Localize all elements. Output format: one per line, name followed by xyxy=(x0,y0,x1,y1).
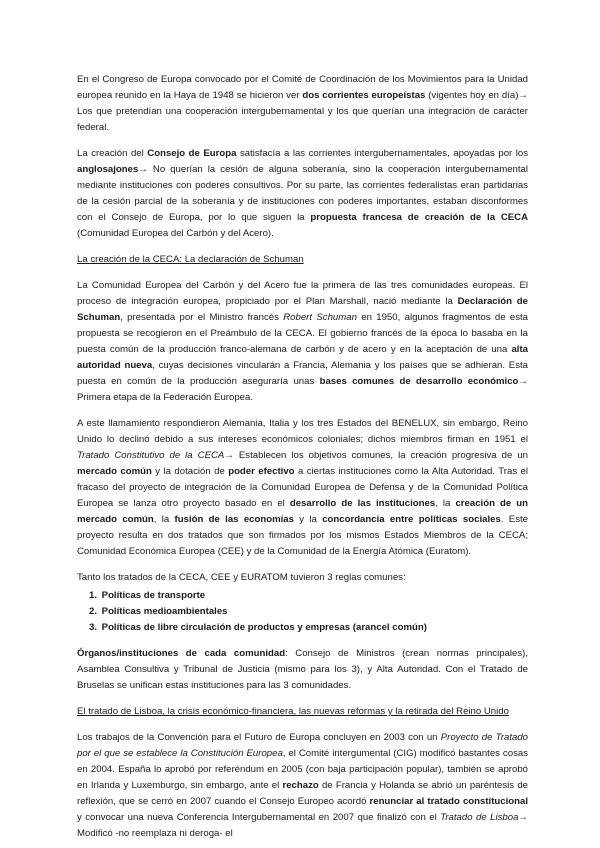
text-run: , la xyxy=(435,498,456,509)
emphasis-consejo-europa: Consejo de Europa xyxy=(147,148,237,159)
list-number: 2. xyxy=(89,606,98,617)
emphasis-desarrollo-instituciones: desarrollo de las instituciones xyxy=(289,498,436,509)
text-run: , la xyxy=(153,514,175,525)
emphasis-bases-comunes: bases comunes de desarrollo económico xyxy=(319,376,519,387)
emphasis-creacion-mercado: creación de un mercado común xyxy=(77,498,528,525)
text-run: En el Congreso de Europa convocado por el Comité de Coordinación de los Movimientos para la Unidad europea reunido en la Haya de 1948 se hicieron ver xyxy=(77,74,528,101)
text-run: y la xyxy=(293,514,323,525)
paragraph-ceca xyxy=(77,278,528,406)
text-run: , el Comité intergumental (CIG) modificó bastantes cosas en 2004. España lo aprobó por referéndum en 2005 (con baja participación popular), también se aprobó en Irlanda y Luxemburgo, sin embargo, ante el xyxy=(77,748,528,791)
italic-tratado-lisboa: Tratado de Lisboa xyxy=(440,812,519,823)
section-heading-schuman: La creación de la CECA: La declaración de Schuman xyxy=(77,254,304,265)
text-run: en 1950, algunos fragmentos de esta propuesta se recogieron en el Preámbulo de la CECA. El gobierno francés de la época lo basaba en la puesta común de la producción franco-alemana de carbón y de acero y en la aceptación de una xyxy=(77,312,529,355)
text-run: La creación del xyxy=(77,148,148,159)
text-run: (vigentes hoy en día)→ Los que pretendían una cooperación intergubernamental y los que querían una integración de carácter federal. xyxy=(77,90,528,133)
text-run: y convocar una nueva Conferencia Intergubernamental en 2007 que finalizó con el xyxy=(77,812,441,823)
emphasis-alta-autoridad: alta autoridad nueva xyxy=(77,344,528,371)
emphasis-declaracion-schuman: Declaración de Schuman xyxy=(77,296,528,323)
emphasis-organos: Órganos/instituciones de cada comunidad xyxy=(77,648,286,659)
list-text: Políticas de transporte xyxy=(101,590,206,601)
text-run: (Comunidad Europea del Carbón y del Acero). xyxy=(77,228,274,239)
text-run: , cuyas decisiones vincularán a Francia, Alemania y los países que se adhieran. Esta puesta en común de la producción aseguraría unas xyxy=(77,360,528,387)
italic-robert-schuman: Robert Schuman xyxy=(283,312,357,323)
text-run: La Comunidad Europea del Carbón y del Acero fue la primera de las tres comunidades europeas. El proceso de integración europea, propiciado por el Plan Marshall, nació mediante la xyxy=(77,280,528,307)
text-run: , presentada por el Ministro francés xyxy=(120,312,284,323)
section-heading-lisboa: El tratado de Lisboa, la crisis económico-financiera, las nuevas reformas y la retirada del Reino Unido xyxy=(77,706,509,717)
text-run: → Primera etapa de la Federación Europea. xyxy=(77,376,528,403)
italic-tratado-constitutivo: Tratado Constitutivo de la CECA xyxy=(77,450,225,461)
list-number: 1. xyxy=(89,590,98,601)
paragraph-convencion xyxy=(77,730,528,842)
text-run: A este llamamiento respondieron Alemania, Italia y los tres Estados del BENELUX, sin embargo, Reino Unido lo declinó debido a sus intereses económicos coloniales; dichos miembros firman en 1951 el xyxy=(77,418,528,445)
text-run: → Establecen los objetivos comunes, la creación progresiva de un xyxy=(224,450,528,461)
text-run: : Consejo de Ministros (crean normas principales), Asamblea Consultiva y Tribunal de Justicia (mismo para los 3), y Alta Autoridad. Con el Tratado de Bruselas se unifican estas instituciones para las 3 comunidades. xyxy=(77,648,529,691)
emphasis-mercado-comun: mercado común xyxy=(77,466,152,477)
emphasis-rechazo: rechazo xyxy=(282,780,319,791)
emphasis-propuesta-ceca: propuesta francesa de creación de la CECA xyxy=(310,212,529,223)
paragraph-reglas-intro: Tanto los tratados de la CECA, CEE y EURATOM tuvieron 3 reglas comunes: xyxy=(77,572,406,583)
list-item xyxy=(89,588,528,604)
emphasis-dos-corrientes: dos corrientes europeístas xyxy=(302,90,426,101)
text-run: a ciertas instituciones como la Alta Autoridad. Tras el fracaso del proyecto de integración de la Comunidad Europea de Defensa y de la Comunidad Política Europea se lanza otro proyecto basado en el xyxy=(77,466,528,509)
emphasis-anglosajones: anglosajones xyxy=(77,164,139,175)
paragraph-congreso-europa xyxy=(77,72,528,136)
emphasis-fusion-economias: fusión de las economías xyxy=(174,514,294,525)
text-run: Los trabajos de la Convención para el Futuro de Europa concluyen en 2003 con un xyxy=(77,732,441,743)
rules-list xyxy=(77,588,528,636)
emphasis-poder-efectivo: poder efectivo xyxy=(228,466,295,477)
text-run: → Modificó -no reemplaza ni deroga- el xyxy=(77,812,529,839)
list-text: Políticas medioambientales xyxy=(101,606,228,617)
text-run: de Francia y Holanda se abrió un paréntesis de reflexión, que se cerró en 2007 cuando el Consejo Europeo acordó xyxy=(77,780,528,807)
paragraph-organos xyxy=(77,646,528,694)
emphasis-renunciar: renunciar al tratado constitucional xyxy=(369,796,528,807)
paragraph-llamamiento xyxy=(77,416,528,560)
italic-proyecto-tratado: Proyecto de Tratado por el que se establece la Constitución Europea xyxy=(77,732,528,759)
list-item xyxy=(89,604,528,620)
text-run: . Este proyecto resulta en dos tratados que son firmados por los mismos Estados Miembros de la CECA; Comunidad Económica Europea (CEE) y de la Comunidad de la Energía Atómica (Euratom). xyxy=(77,514,528,557)
list-item xyxy=(89,620,528,636)
text-run: y la dotación de xyxy=(151,466,229,477)
text-run: → No querían la cesión de alguna soberanía, sino la cooperación intergubernamental mediante instituciones con poderes consultivos. Por su parte, las corrientes federalistas eran partidarias de la cesión parcial de la soberanía y de instituciones con poderes importantes, estaban disconformes con el Consejo de Europa, por lo que siguen la xyxy=(77,164,528,223)
text-run: satisfacía a las corrientes intergubernamentales, apoyadas por los xyxy=(236,148,529,159)
list-number: 3. xyxy=(89,622,98,633)
emphasis-concordancia: concordancia entre políticas sociales xyxy=(322,514,501,525)
list-text: Políticas de libre circulación de productos y empresas (arancel común) xyxy=(101,622,427,633)
paragraph-consejo-europa xyxy=(77,146,528,242)
